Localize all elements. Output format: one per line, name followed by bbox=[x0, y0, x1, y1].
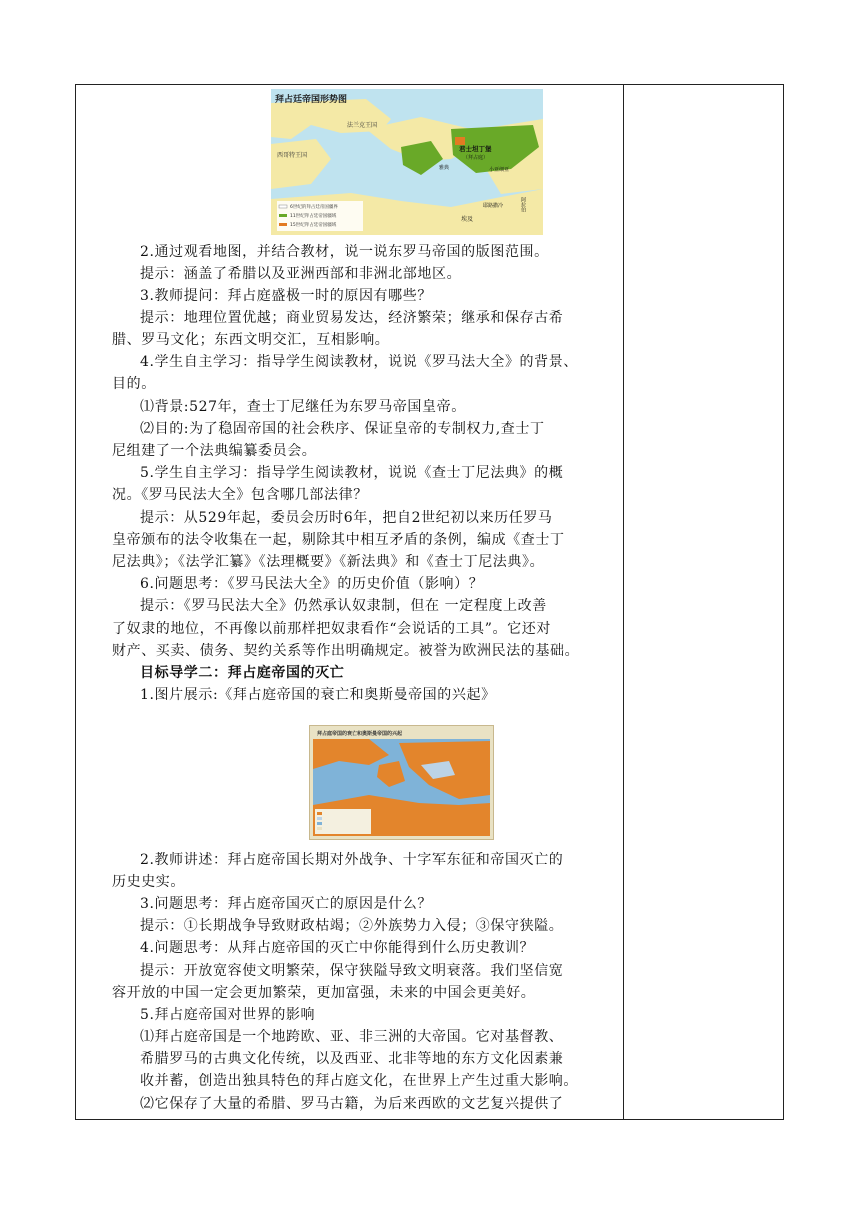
map-legend-swatch-3 bbox=[279, 223, 287, 226]
text-line: 腊、罗马文化；东西文明交汇，互相影响。 bbox=[112, 332, 390, 348]
text-line: ⑵它保存了大量的希腊、罗马古籍，为后来西欧的文艺复兴提供了 bbox=[140, 1096, 564, 1112]
map-label-jerusalem: 耶路撒冷 bbox=[483, 203, 504, 209]
map-label-constantinople-sub: （拜占庭） bbox=[463, 155, 489, 161]
map-label-francia: 法兰克王国 bbox=[347, 122, 378, 129]
text-line: 4.学生自主学习：指导学生阅读教材，说说《罗马法大全》的背景、 bbox=[140, 354, 578, 370]
map-legend-label-2: 11世纪拜占廷帝国疆域 bbox=[290, 214, 337, 219]
text-line: 4.问题思考：从拜占庭帝国的灭亡中你能得到什么历史教训？ bbox=[140, 940, 535, 956]
section-heading: 目标导学二：拜占庭帝国的灭亡 bbox=[140, 665, 345, 681]
text-line: ⑴背景:527年，查士丁尼继任为东罗马帝国皇帝。 bbox=[140, 399, 466, 415]
map2-legend-swatch-2 bbox=[317, 817, 322, 820]
text-line: 尼法典》；《法学汇纂》《法理概要》《新法典》和《查士丁尼法典》。 bbox=[112, 554, 545, 570]
map-legend-swatch-1 bbox=[279, 205, 287, 208]
map2-legend-swatch-1 bbox=[317, 812, 322, 815]
text-line: 提示：开放宽容使文明繁荣，保守狭隘导致文明衰落。我们坚信宽 bbox=[140, 963, 564, 979]
text-line: 况。《罗马民法大全》包含哪几部法律？ bbox=[112, 487, 368, 503]
map2-legend-swatch-3 bbox=[317, 822, 322, 825]
text-line: 5.拜占庭帝国对世界的影响 bbox=[140, 1007, 316, 1023]
text-line: 尼组建了一个法典编纂委员会。 bbox=[112, 443, 317, 459]
text-line: 5.学生自主学习：指导学生阅读教材，说说《查士丁尼法典》的概 bbox=[140, 465, 564, 481]
text-line: ⑴拜占庭帝国是一个地跨欧、亚、非三洲的大帝国。它对基督教、 bbox=[140, 1029, 564, 1045]
text-line: 收并蓄，创造出独具特色的拜占庭文化，在世界上产生过重大影响。 bbox=[140, 1073, 578, 1089]
byzantine-empire-map bbox=[271, 89, 543, 235]
map-label-athens: 雅典 bbox=[439, 165, 450, 171]
map-legend-label-3: 15世纪拜占廷帝国疆域 bbox=[290, 223, 337, 228]
column-divider bbox=[623, 85, 624, 1119]
text-line: 提示：涵盖了希腊以及亚洲西部和非洲北部地区。 bbox=[140, 266, 462, 282]
map-label-constantinople: 君士坦丁堡 bbox=[459, 145, 492, 153]
text-line: 提示：地理位置优越；商业贸易发达，经济繁荣；继承和保存古希 bbox=[140, 310, 564, 326]
text-line: 2.教师讲述：拜占庭帝国长期对外战争、十字军东征和帝国灭亡的 bbox=[140, 852, 564, 868]
text-line: 了奴隶的地位，不再像以前那样把奴隶看作“会说话的工具”。它还对 bbox=[112, 621, 551, 637]
map-legend-swatch-2 bbox=[279, 214, 287, 217]
map-label-asia-minor: 小亚细亚 bbox=[489, 167, 510, 173]
text-line: 提示：①长期战争导致财政枯竭；②外族势力入侵；③保守狭隘。 bbox=[140, 918, 564, 934]
text-line: 财产、买卖、债务、契约关系等作出明确规定。被誉为欧洲民法的基础。 bbox=[112, 643, 580, 659]
text-line: 3.教师提问：拜占庭盛极一时的原因有哪些？ bbox=[140, 288, 432, 304]
lesson-table bbox=[75, 84, 784, 1120]
text-line: 希腊罗马的古典文化传统，以及西亚、北非等地的东方文化因素兼 bbox=[140, 1051, 564, 1067]
text-line: 1.图片展示:《拜占庭帝国的衰亡和奥斯曼帝国的兴起》 bbox=[140, 687, 496, 703]
map2-title: 拜占庭帝国的衰亡和奥斯曼帝国的兴起 bbox=[317, 731, 403, 737]
text-line: 目的。 bbox=[112, 376, 156, 392]
map-label-arabia: 阿拉伯 bbox=[520, 197, 526, 212]
map2-legend-box bbox=[315, 809, 371, 834]
text-line: 历史史实。 bbox=[112, 874, 185, 890]
text-line: 2.通过观看地图，并结合教材，说一说东罗马帝国的版图范围。 bbox=[140, 244, 549, 260]
byzantine-decline-ottoman-rise-map bbox=[309, 725, 494, 840]
map2-legend-swatch-4 bbox=[317, 827, 322, 830]
text-line: 容开放的中国一定会更加繁荣，更加富强，未来的中国会更美好。 bbox=[112, 985, 536, 1001]
text-line: 提示：从529年起，委员会历时6年，把自2世纪初以来历任罗马 bbox=[140, 510, 553, 526]
map-region-15th-century bbox=[455, 137, 465, 145]
map-label-egypt: 埃及 bbox=[461, 216, 474, 223]
text-line: 3.问题思考：拜占庭帝国灭亡的原因是什么？ bbox=[140, 896, 432, 912]
text-line: 提示：《罗马民法大全》仍然承认奴隶制，但在 一定程度上改善 bbox=[140, 598, 547, 614]
text-line: 皇帝颁布的法令收集在一起，剔除其中相互矛盾的条例，编成《查士丁 bbox=[112, 532, 565, 548]
text-line: ⑵目的:为了稳固帝国的社会秩序、保证皇帝的专制权力,查士丁 bbox=[140, 421, 545, 437]
map-title: 拜占廷帝国形势图 bbox=[275, 95, 348, 105]
map-label-visigoth: 西哥特王国 bbox=[277, 152, 308, 159]
map-legend-label-1: 6世纪的拜占廷帝国疆界 bbox=[290, 205, 338, 210]
text-line: 6.问题思考：《罗马民法大全》的历史价值（影响）？ bbox=[140, 576, 484, 592]
